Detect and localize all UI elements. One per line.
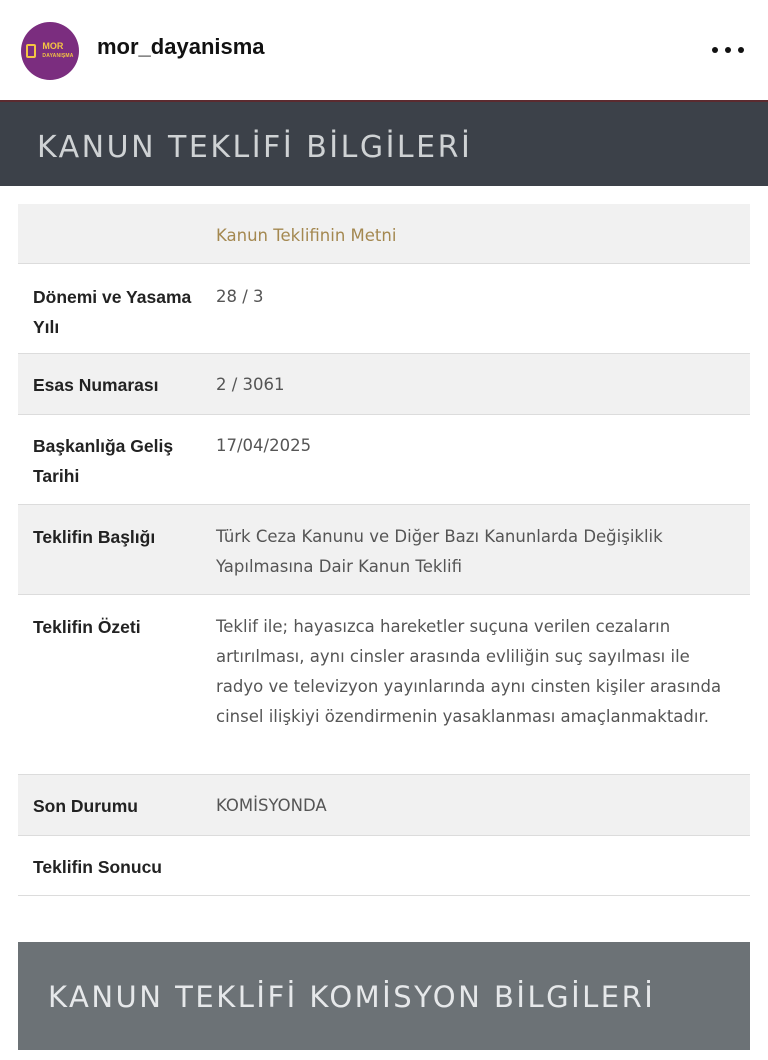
row-label: Dönemi ve Yasama Yılı bbox=[33, 287, 192, 337]
row-value: KOMİSYONDA bbox=[216, 796, 327, 815]
row-label: Teklifin Sonucu bbox=[33, 857, 162, 877]
row-value: 28 / 3 bbox=[216, 287, 264, 306]
table-row bbox=[18, 595, 750, 775]
username-link[interactable]: mor_dayanisma bbox=[97, 34, 265, 59]
table-row-text-link bbox=[18, 204, 750, 264]
more-dots-icon[interactable] bbox=[712, 46, 744, 54]
section-header-band bbox=[0, 100, 768, 186]
commission-header-band bbox=[18, 942, 750, 1050]
row-value: Türk Ceza Kanunu ve Diğer Bazı Kanunlarda Değişiklik Yapılmasına Dair Kanun Teklifi bbox=[216, 527, 663, 576]
row-value: 17/04/2025 bbox=[216, 436, 312, 455]
row-value: 2 / 3061 bbox=[216, 375, 285, 394]
avatar-text-sub: DAYANIŞMA bbox=[42, 53, 74, 59]
bill-info-table bbox=[18, 204, 750, 896]
table-row bbox=[18, 836, 750, 896]
row-label: Teklifin Başlığı bbox=[33, 527, 156, 547]
avatar[interactable] bbox=[21, 22, 79, 80]
table-row bbox=[18, 775, 750, 836]
table-row bbox=[18, 505, 750, 595]
avatar-logo-text bbox=[42, 42, 73, 60]
post-header bbox=[0, 0, 768, 100]
avatar-text-main: MOR bbox=[42, 41, 64, 51]
table-row bbox=[18, 415, 750, 505]
section-title: KANUN TEKLİFİ BİLGİLERİ bbox=[37, 130, 473, 165]
row-value: Teklif ile; hayasızca hareketler suçuna verilen cezaların artırılması, aynı cinsler arasında evliliğin suç sayılması ile radyo ve televizyon yayınlarında aynı cinsten kişiler arasında cinsel ilişkiyi özendirmenin yasaklanması amaçlanmaktadır. bbox=[216, 617, 722, 726]
row-label: Son Durumu bbox=[33, 796, 138, 816]
mor-dayanisma-logo-icon bbox=[26, 44, 36, 58]
row-label: Teklifin Özeti bbox=[33, 617, 141, 637]
bill-text-link[interactable]: Kanun Teklifinin Metni bbox=[216, 226, 397, 245]
commission-title: KANUN TEKLİFİ KOMİSYON BİLGİLERİ bbox=[48, 980, 656, 1014]
table-row bbox=[18, 354, 750, 415]
row-label: Esas Numarası bbox=[33, 375, 159, 395]
row-label: Başkanlığa Geliş Tarihi bbox=[33, 436, 174, 486]
table-row bbox=[18, 264, 750, 354]
